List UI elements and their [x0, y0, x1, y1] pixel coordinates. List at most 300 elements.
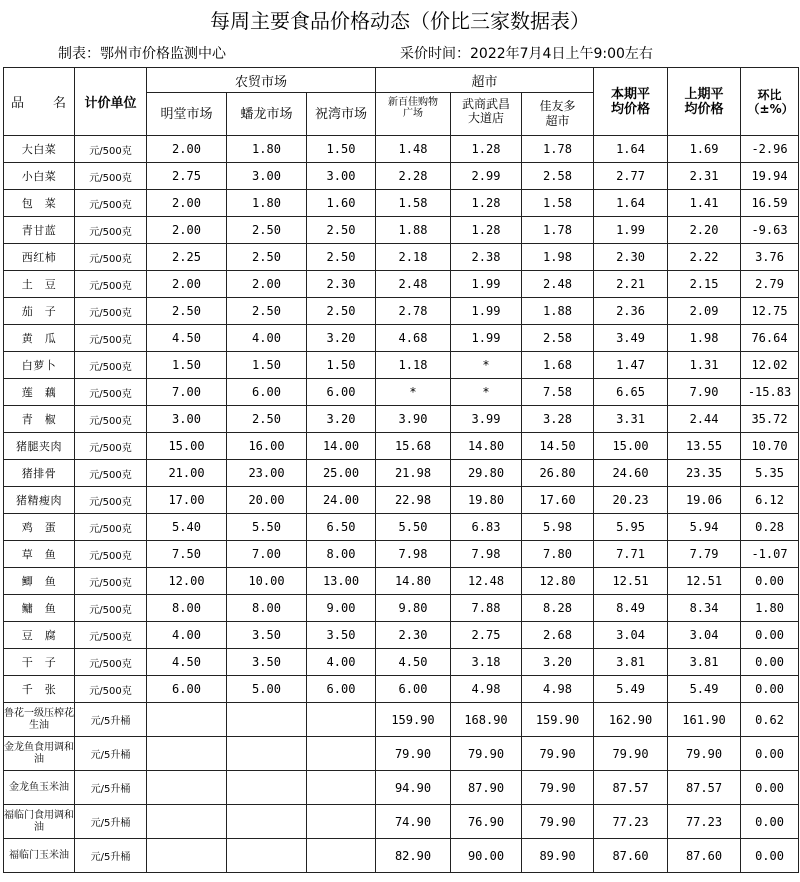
super-price-cell: 6.00	[376, 676, 451, 703]
super-price-cell: 2.48	[376, 271, 451, 298]
super-price-cell: 4.98	[522, 676, 594, 703]
item-name: 莲 藕	[4, 379, 75, 406]
item-name: 猪排骨	[4, 460, 75, 487]
item-unit: 元/500克	[75, 352, 147, 379]
farm-price-cell: 1.60	[307, 190, 376, 217]
avg-current-cell: 1.64	[594, 190, 668, 217]
farm-price-cell	[307, 771, 376, 805]
farm-price-cell: 2.50	[307, 298, 376, 325]
super-price-cell: 3.28	[522, 406, 594, 433]
avg-current-cell: 3.04	[594, 622, 668, 649]
farm-price-cell: 2.00	[147, 271, 227, 298]
farm-price-cell: 5.40	[147, 514, 227, 541]
super-price-cell: 1.58	[522, 190, 594, 217]
super-price-cell: 22.98	[376, 487, 451, 514]
table-row	[4, 190, 799, 217]
item-name: 金龙鱼玉米油	[4, 771, 75, 805]
super-price-cell: 2.78	[376, 298, 451, 325]
item-unit: 元/5升桶	[75, 737, 147, 771]
change-cell: 12.75	[741, 298, 799, 325]
super-price-cell: 2.30	[376, 622, 451, 649]
change-cell: -9.63	[741, 217, 799, 244]
change-cell: 6.12	[741, 487, 799, 514]
item-unit: 元/500克	[75, 190, 147, 217]
super-price-cell: 1.78	[522, 217, 594, 244]
super-price-cell: *	[451, 352, 522, 379]
super-price-cell: 168.90	[451, 703, 522, 737]
super-price-cell: 1.68	[522, 352, 594, 379]
farm-price-cell: 3.20	[307, 325, 376, 352]
farm-price-cell	[307, 703, 376, 737]
avg-current-cell: 2.36	[594, 298, 668, 325]
table-row	[4, 298, 799, 325]
avg-current-cell: 12.51	[594, 568, 668, 595]
farm-price-cell: 2.50	[307, 217, 376, 244]
table-row	[4, 352, 799, 379]
farm-price-cell: 2.00	[147, 190, 227, 217]
item-unit: 元/500克	[75, 379, 147, 406]
super-price-cell: 2.75	[451, 622, 522, 649]
table-row	[4, 703, 799, 737]
item-unit: 元/500克	[75, 163, 147, 190]
avg-last-cell: 23.35	[668, 460, 741, 487]
header-unit: 计价单位	[75, 68, 147, 136]
farm-price-cell: 3.00	[147, 406, 227, 433]
avg-last-cell: 79.90	[668, 737, 741, 771]
avg-last-cell: 19.06	[668, 487, 741, 514]
table-row	[4, 136, 799, 163]
farm-price-cell: 24.00	[307, 487, 376, 514]
change-cell: 12.02	[741, 352, 799, 379]
farm-price-cell	[147, 805, 227, 839]
farm-price-cell: 6.00	[227, 379, 307, 406]
header-avg-current	[594, 68, 668, 136]
super-price-cell: 1.88	[376, 217, 451, 244]
header-super-1-text: 新百佳购物广场	[388, 96, 438, 119]
item-unit: 元/5升桶	[75, 839, 147, 873]
super-price-cell: 1.18	[376, 352, 451, 379]
change-cell: 35.72	[741, 406, 799, 433]
avg-current-cell: 79.90	[594, 737, 668, 771]
farm-price-cell: 2.00	[147, 136, 227, 163]
super-price-cell: 1.28	[451, 136, 522, 163]
farm-price-cell: 1.50	[147, 352, 227, 379]
farm-price-cell: 3.50	[307, 622, 376, 649]
table-row	[4, 487, 799, 514]
item-unit: 元/5升桶	[75, 805, 147, 839]
change-cell: 0.00	[741, 805, 799, 839]
farm-price-cell: 23.00	[227, 460, 307, 487]
super-price-cell: 21.98	[376, 460, 451, 487]
header-change	[741, 68, 799, 136]
avg-last-cell: 5.94	[668, 514, 741, 541]
super-price-cell: *	[451, 379, 522, 406]
farm-price-cell: 4.50	[147, 649, 227, 676]
item-name: 福临门食用调和油	[4, 805, 75, 839]
avg-last-cell: 2.15	[668, 271, 741, 298]
super-price-cell: 7.58	[522, 379, 594, 406]
avg-current-cell: 3.31	[594, 406, 668, 433]
header-super-2-text: 武商武昌大道店	[461, 97, 510, 125]
farm-price-cell	[227, 737, 307, 771]
item-unit: 元/500克	[75, 676, 147, 703]
farm-price-cell	[307, 839, 376, 873]
super-price-cell: 7.88	[451, 595, 522, 622]
avg-last-cell: 1.69	[668, 136, 741, 163]
super-price-cell: 5.98	[522, 514, 594, 541]
change-cell: 19.94	[741, 163, 799, 190]
super-price-cell: 87.90	[451, 771, 522, 805]
farm-price-cell: 1.80	[227, 136, 307, 163]
farm-price-cell: 2.30	[307, 271, 376, 298]
item-unit: 元/500克	[75, 244, 147, 271]
farm-price-cell: 6.50	[307, 514, 376, 541]
table-row	[4, 595, 799, 622]
farm-price-cell	[147, 737, 227, 771]
super-price-cell: 82.90	[376, 839, 451, 873]
avg-current-cell: 20.23	[594, 487, 668, 514]
super-price-cell: 79.90	[522, 737, 594, 771]
item-unit: 元/500克	[75, 325, 147, 352]
change-cell: -15.83	[741, 379, 799, 406]
table-row	[4, 805, 799, 839]
super-price-cell: 1.99	[451, 325, 522, 352]
change-cell: 0.00	[741, 676, 799, 703]
header-farm-3: 祝湾市场	[307, 93, 376, 136]
header-change-text: 环比（±%）	[747, 87, 794, 116]
table-row	[4, 568, 799, 595]
farm-price-cell: 4.00	[307, 649, 376, 676]
super-price-cell: 79.90	[376, 737, 451, 771]
avg-current-cell: 15.00	[594, 433, 668, 460]
change-cell: 10.70	[741, 433, 799, 460]
super-price-cell: 3.99	[451, 406, 522, 433]
item-unit: 元/5升桶	[75, 771, 147, 805]
item-name: 白萝卜	[4, 352, 75, 379]
change-cell: 1.80	[741, 595, 799, 622]
item-name: 福临门玉米油	[4, 839, 75, 873]
avg-last-cell: 2.09	[668, 298, 741, 325]
table-row	[4, 622, 799, 649]
table-row	[4, 541, 799, 568]
farm-price-cell: 13.00	[307, 568, 376, 595]
item-name: 黄 瓜	[4, 325, 75, 352]
farm-price-cell: 3.50	[227, 649, 307, 676]
header-super-2	[451, 93, 522, 136]
change-cell: 2.79	[741, 271, 799, 298]
header-farm-2: 蟠龙市场	[227, 93, 307, 136]
farm-price-cell: 3.50	[227, 622, 307, 649]
change-cell: 0.00	[741, 622, 799, 649]
farm-price-cell: 16.00	[227, 433, 307, 460]
item-name: 青甘蓝	[4, 217, 75, 244]
item-name: 金龙鱼食用调和油	[4, 737, 75, 771]
avg-current-cell: 2.30	[594, 244, 668, 271]
item-name: 干 子	[4, 649, 75, 676]
super-price-cell: 3.20	[522, 649, 594, 676]
avg-current-cell: 77.23	[594, 805, 668, 839]
change-cell: 0.00	[741, 771, 799, 805]
header-super-1	[376, 93, 451, 136]
change-cell: 0.00	[741, 568, 799, 595]
item-unit: 元/500克	[75, 406, 147, 433]
item-name: 小白菜	[4, 163, 75, 190]
change-cell: 0.28	[741, 514, 799, 541]
item-name: 大白菜	[4, 136, 75, 163]
change-cell: -1.07	[741, 541, 799, 568]
header-farm-market: 农贸市场	[147, 68, 376, 93]
super-price-cell: 8.28	[522, 595, 594, 622]
super-price-cell: 3.90	[376, 406, 451, 433]
avg-current-cell: 3.49	[594, 325, 668, 352]
super-price-cell: 74.90	[376, 805, 451, 839]
farm-price-cell: 8.00	[307, 541, 376, 568]
avg-last-cell: 3.81	[668, 649, 741, 676]
page-title: 每周主要食品价格动态（价比三家数据表）	[210, 9, 590, 33]
farm-price-cell: 6.00	[307, 676, 376, 703]
super-price-cell: 9.80	[376, 595, 451, 622]
maker-label: 制表：鄂州市价格监测中心	[58, 46, 226, 62]
farm-price-cell: 14.00	[307, 433, 376, 460]
super-price-cell: 159.90	[376, 703, 451, 737]
farm-price-cell: 2.50	[227, 244, 307, 271]
farm-price-cell: 5.00	[227, 676, 307, 703]
farm-price-cell: 17.00	[147, 487, 227, 514]
farm-price-cell: 4.50	[147, 325, 227, 352]
super-price-cell: 1.88	[522, 298, 594, 325]
super-price-cell: 1.58	[376, 190, 451, 217]
item-name: 鳙 鱼	[4, 595, 75, 622]
farm-price-cell: 25.00	[307, 460, 376, 487]
item-name: 鲁花一级压榨花生油	[4, 703, 75, 737]
avg-current-cell: 162.90	[594, 703, 668, 737]
super-price-cell: 17.60	[522, 487, 594, 514]
super-price-cell: 79.90	[522, 771, 594, 805]
farm-price-cell: 10.00	[227, 568, 307, 595]
super-price-cell: 1.28	[451, 190, 522, 217]
super-price-cell: 2.48	[522, 271, 594, 298]
avg-current-cell: 1.99	[594, 217, 668, 244]
farm-price-cell: 2.00	[147, 217, 227, 244]
item-name: 草 鱼	[4, 541, 75, 568]
super-price-cell: 5.50	[376, 514, 451, 541]
farm-price-cell: 7.00	[147, 379, 227, 406]
avg-last-cell: 7.90	[668, 379, 741, 406]
header-avg-last	[668, 68, 741, 136]
avg-last-cell: 12.51	[668, 568, 741, 595]
super-price-cell: 76.90	[451, 805, 522, 839]
farm-price-cell: 3.00	[307, 163, 376, 190]
avg-last-cell: 87.60	[668, 839, 741, 873]
farm-price-cell: 1.50	[227, 352, 307, 379]
avg-current-cell: 6.65	[594, 379, 668, 406]
super-price-cell: 1.99	[451, 298, 522, 325]
price-table	[3, 67, 799, 873]
item-name: 鸡 蛋	[4, 514, 75, 541]
avg-current-cell: 8.49	[594, 595, 668, 622]
super-price-cell: 90.00	[451, 839, 522, 873]
item-unit: 元/500克	[75, 217, 147, 244]
super-price-cell: 2.38	[451, 244, 522, 271]
farm-price-cell: 4.00	[227, 325, 307, 352]
item-unit: 元/500克	[75, 487, 147, 514]
table-row	[4, 325, 799, 352]
super-price-cell: *	[376, 379, 451, 406]
farm-price-cell	[227, 805, 307, 839]
super-price-cell: 19.80	[451, 487, 522, 514]
farm-price-cell: 2.50	[147, 298, 227, 325]
farm-price-cell: 20.00	[227, 487, 307, 514]
farm-price-cell	[307, 805, 376, 839]
item-unit: 元/500克	[75, 595, 147, 622]
item-unit: 元/500克	[75, 298, 147, 325]
farm-price-cell: 4.00	[147, 622, 227, 649]
farm-price-cell: 1.80	[227, 190, 307, 217]
avg-last-cell: 87.57	[668, 771, 741, 805]
change-cell: 0.62	[741, 703, 799, 737]
item-name: 西红柿	[4, 244, 75, 271]
header-item: 品 名	[4, 68, 75, 136]
super-price-cell: 7.98	[451, 541, 522, 568]
item-name: 鲫 鱼	[4, 568, 75, 595]
avg-last-cell: 2.31	[668, 163, 741, 190]
table-row	[4, 839, 799, 873]
super-price-cell: 3.18	[451, 649, 522, 676]
avg-last-cell: 161.90	[668, 703, 741, 737]
change-cell: 16.59	[741, 190, 799, 217]
item-unit: 元/5升桶	[75, 703, 147, 737]
table-row	[4, 649, 799, 676]
item-unit: 元/500克	[75, 622, 147, 649]
avg-current-cell: 87.60	[594, 839, 668, 873]
avg-current-cell: 5.49	[594, 676, 668, 703]
farm-price-cell	[147, 703, 227, 737]
avg-last-cell: 2.22	[668, 244, 741, 271]
super-price-cell: 4.50	[376, 649, 451, 676]
farm-price-cell	[227, 839, 307, 873]
farm-price-cell	[227, 771, 307, 805]
change-cell: 3.76	[741, 244, 799, 271]
table-row	[4, 676, 799, 703]
farm-price-cell: 7.00	[227, 541, 307, 568]
farm-price-cell: 6.00	[307, 379, 376, 406]
change-cell: 76.64	[741, 325, 799, 352]
farm-price-cell: 8.00	[147, 595, 227, 622]
change-cell: 0.00	[741, 737, 799, 771]
avg-current-cell: 1.47	[594, 352, 668, 379]
farm-price-cell: 12.00	[147, 568, 227, 595]
header-super-3-text: 佳友多超市	[539, 99, 576, 128]
super-price-cell: 15.68	[376, 433, 451, 460]
super-price-cell: 6.83	[451, 514, 522, 541]
table-row	[4, 271, 799, 298]
super-price-cell: 2.58	[522, 163, 594, 190]
super-price-cell: 2.68	[522, 622, 594, 649]
super-price-cell: 29.80	[451, 460, 522, 487]
farm-price-cell: 3.00	[227, 163, 307, 190]
table-row	[4, 433, 799, 460]
avg-last-cell: 1.98	[668, 325, 741, 352]
super-price-cell: 2.28	[376, 163, 451, 190]
farm-price-cell: 2.25	[147, 244, 227, 271]
avg-last-cell: 2.20	[668, 217, 741, 244]
avg-last-cell: 1.31	[668, 352, 741, 379]
item-name: 茄 子	[4, 298, 75, 325]
super-price-cell: 1.78	[522, 136, 594, 163]
super-price-cell: 7.80	[522, 541, 594, 568]
super-price-cell: 2.58	[522, 325, 594, 352]
change-cell: 0.00	[741, 839, 799, 873]
avg-current-cell: 3.81	[594, 649, 668, 676]
change-cell: 0.00	[741, 649, 799, 676]
table-row	[4, 379, 799, 406]
farm-price-cell: 3.20	[307, 406, 376, 433]
farm-price-cell: 8.00	[227, 595, 307, 622]
farm-price-cell	[227, 703, 307, 737]
item-unit: 元/500克	[75, 568, 147, 595]
super-price-cell: 2.99	[451, 163, 522, 190]
item-name: 青 椒	[4, 406, 75, 433]
super-price-cell: 14.50	[522, 433, 594, 460]
farm-price-cell: 1.50	[307, 352, 376, 379]
change-cell: -2.96	[741, 136, 799, 163]
avg-last-cell: 3.04	[668, 622, 741, 649]
super-price-cell: 2.18	[376, 244, 451, 271]
item-unit: 元/500克	[75, 460, 147, 487]
avg-last-cell: 7.79	[668, 541, 741, 568]
avg-current-cell: 1.64	[594, 136, 668, 163]
price-rows	[4, 136, 799, 873]
farm-price-cell: 15.00	[147, 433, 227, 460]
item-name: 猪腿夹肉	[4, 433, 75, 460]
farm-price-cell: 2.50	[227, 406, 307, 433]
item-unit: 元/500克	[75, 514, 147, 541]
farm-price-cell: 2.00	[227, 271, 307, 298]
table-row	[4, 406, 799, 433]
super-price-cell: 4.98	[451, 676, 522, 703]
farm-price-cell: 9.00	[307, 595, 376, 622]
super-price-cell: 12.48	[451, 568, 522, 595]
super-price-cell: 89.90	[522, 839, 594, 873]
super-price-cell: 1.28	[451, 217, 522, 244]
super-price-cell: 159.90	[522, 703, 594, 737]
farm-price-cell: 2.50	[227, 298, 307, 325]
collection-time: 采价时间：2022年7月4日上午9:00左右	[400, 46, 653, 62]
table-row	[4, 771, 799, 805]
super-price-cell: 26.80	[522, 460, 594, 487]
farm-price-cell: 5.50	[227, 514, 307, 541]
super-price-cell: 1.99	[451, 271, 522, 298]
farm-price-cell: 7.50	[147, 541, 227, 568]
farm-price-cell: 2.50	[307, 244, 376, 271]
super-price-cell: 94.90	[376, 771, 451, 805]
table-row	[4, 244, 799, 271]
farm-price-cell	[307, 737, 376, 771]
table-row	[4, 217, 799, 244]
header-super-3	[522, 93, 594, 136]
super-price-cell: 79.90	[451, 737, 522, 771]
header-supermarket: 超市	[376, 68, 594, 93]
avg-last-cell: 1.41	[668, 190, 741, 217]
super-price-cell: 7.98	[376, 541, 451, 568]
farm-price-cell: 21.00	[147, 460, 227, 487]
header-avg-last-text: 上期平均价格	[684, 86, 724, 117]
farm-price-cell	[147, 771, 227, 805]
farm-price-cell	[147, 839, 227, 873]
avg-last-cell: 5.49	[668, 676, 741, 703]
header-farm-1: 明堂市场	[147, 93, 227, 136]
avg-last-cell: 13.55	[668, 433, 741, 460]
